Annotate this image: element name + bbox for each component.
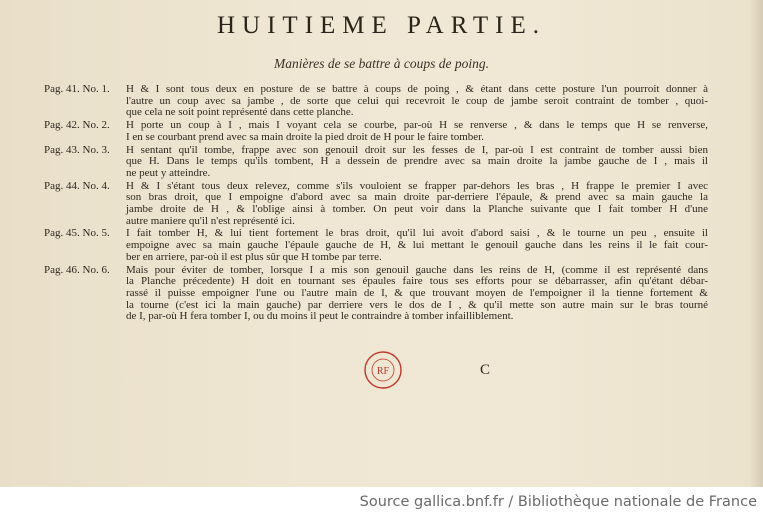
entry-line: son bras droit, que I empoigne d'abord avec sa main droite par-derriere l'épaule, & prend avec sa main gauche la [126,191,708,204]
entry-line: ne peut y atteindre. [126,166,211,179]
entry-line: autre maniere qu'il n'est représenté ici. [126,214,295,227]
entry-line: de I, par-où H fera tomber I, ou du moins il peut le contraindre à tomber infailliblement. [126,310,514,323]
entry-2 [44,120,708,143]
entry-body [126,228,708,263]
entry-line: H sentant qu'il tombe, frappe avec son genouil droit sur les fesses de I, par-où I est contraint de tomber aussi bien [126,143,708,156]
entry-line: ber en arriere, par-où il est plus sûr que H tombe par terre. [126,250,382,263]
part-title: HUITIEME PARTIE. [216,12,546,39]
entry-1 [44,84,708,119]
entry-body [126,84,708,119]
entry-line: I fait tomber H, & lui tient fortement le bras droit, qu'il lui avoit d'abord saisi , & le tourne un peu , ensuite il [126,227,708,240]
entries-list [44,84,708,324]
entry-line: H & I s'étant tous deux relevez, comme s'ils vouloient se frapper par-dehors les bras , H frappe le premier I avec [126,179,708,192]
entry-4 [44,181,708,228]
entry-line: la tourne (c'est ici la main gauche) par derriere vers le dos de I , & qu'il mette son autre main sur le bras tourné [126,298,708,311]
signature-mark: C [480,362,491,378]
entry-body [126,145,708,180]
entry-5 [44,228,708,263]
entry-ref: Pag. 44. No. 4. [44,179,110,192]
entry-line: Mais pour éviter de tomber, lorsque I a mis son genouil gauche dans les reins de H, (comme il est représenté dans [126,263,708,276]
entry-body [126,181,708,228]
entry-line: H porte un coup à I , mais I voyant cela se courbe, par-où H se renverse , & dans le temps que H se renverse, [126,119,708,132]
entry-line: que cela ne soit point représenté dans cette planche. [126,106,354,119]
entry-6 [44,265,708,324]
entry-body [126,265,708,324]
entry-line: empoigne avec sa main gauche l'épaule gauche de H, & lui mettant le genouil gauche dans les reins il le fait cour- [126,239,708,252]
entry-ref: Pag. 41. No. 1. [44,83,110,95]
footer [0,487,763,518]
entry-line: la Planche précedente) H doit en tournant ses épaules faire tous ses efforts pour se débarrasser, afin qu'étant débar- [126,275,708,288]
entry-body [126,120,708,143]
entry-ref: Pag. 43. No. 3. [44,143,110,156]
entry-line: H & I sont tous deux en posture de se battre à coups de poing , & étant dans cette posture l'un pourroit donner à [126,83,708,95]
entry-line: rassé il puisse empoigner l'une ou l'autre main de I, & que trouvant moyen de l'empoigner il la tienne fortement & [126,286,708,299]
entry-ref: Pag. 46. No. 6. [44,263,110,276]
library-stamp [362,349,404,391]
svg-text:RF: RF [376,366,390,377]
entry-ref: Pag. 45. No. 5. [44,227,110,240]
section-title: Manières de se battre à coups de poing. [274,56,489,71]
entry-3 [44,145,708,180]
source-credit: Source gallica.bnf.fr / Bibliothèque nationale de France [359,494,757,510]
entry-line: que H. Dans le temps qu'ils tombent, H a dessein de prendre avec sa main droite la jambe gauche de I , mais il [126,155,708,168]
entry-ref: Pag. 42. No. 2. [44,119,110,132]
entry-line: l'autre un coup avec sa jambe , de sorte que celui qui recevroit le coup de jambe seroit contraint de tomber , quoi- [126,94,708,107]
binding-shadow [749,0,763,487]
entry-line: jambe droite de H , & l'oblige ainsi à tomber. On peut voir dans la Planche suivante que I fait tomber H d'une [126,203,708,216]
entry-line: I en se courbant prend avec sa main droite la pied droit de H pour le faire tomber. [126,130,484,143]
